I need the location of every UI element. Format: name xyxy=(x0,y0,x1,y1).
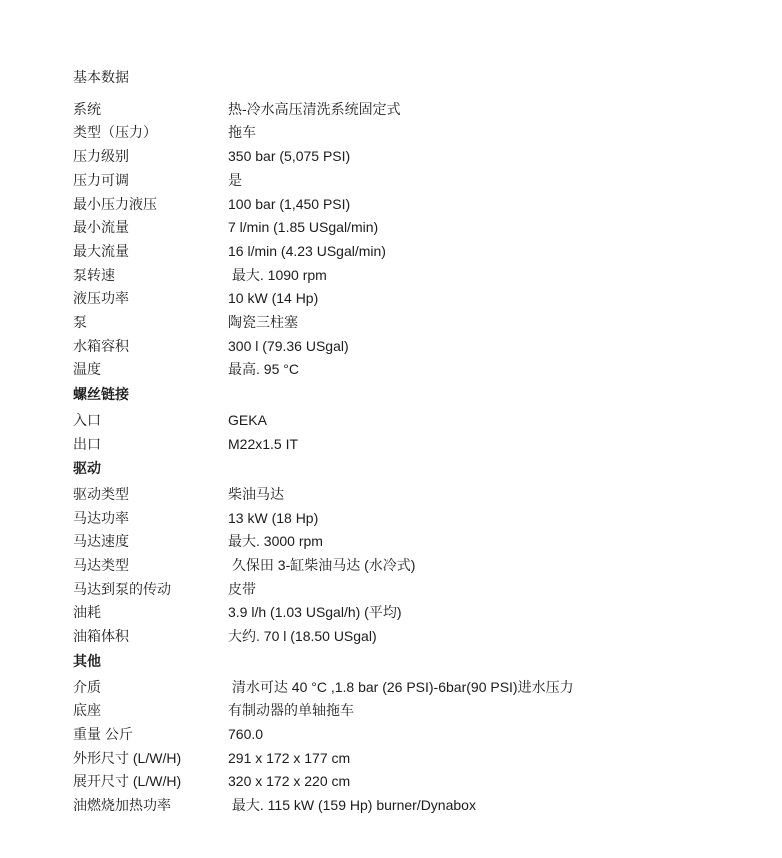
spec-row xyxy=(73,216,752,240)
spec-row xyxy=(73,699,752,723)
section-heading: 基本数据 xyxy=(73,69,129,85)
spec-value: 3.9 l/h (1.03 USgal/h) (平均) xyxy=(228,604,402,621)
spec-label: 介质 xyxy=(73,678,101,695)
spec-value: 最大. 115 kW (159 Hp) burner/Dynabox xyxy=(228,797,476,814)
spec-row xyxy=(73,530,752,554)
spec-label: 油燃烧加热功率 xyxy=(73,797,171,814)
spec-row xyxy=(73,747,752,771)
spec-label: 入口 xyxy=(73,411,101,428)
spec-label: 液压功率 xyxy=(73,290,129,307)
spec-row xyxy=(73,145,752,169)
spec-label: 压力级别 xyxy=(73,148,129,165)
spec-label: 水箱容积 xyxy=(73,337,129,354)
spec-row xyxy=(73,483,752,507)
spec-label: 泵转速 xyxy=(73,266,115,283)
spec-value: GEKA xyxy=(228,411,267,428)
spec-row xyxy=(73,433,752,457)
spec-value: 320 x 172 x 220 cm xyxy=(228,773,351,790)
spec-label: 展开尺寸 (L/W/H) xyxy=(73,773,182,790)
spec-row xyxy=(73,358,752,382)
spec-row xyxy=(73,794,752,818)
spec-value: 最大. 3000 rpm xyxy=(228,533,323,550)
spec-row xyxy=(73,554,752,578)
spec-row xyxy=(73,193,752,217)
spec-value: 柴油马达 xyxy=(228,485,284,502)
spec-label: 驱动类型 xyxy=(73,485,129,502)
spec-row xyxy=(73,335,752,359)
spec-value: 760.0 xyxy=(228,725,264,742)
spec-value: 300 l (79.36 USgal) xyxy=(228,337,349,354)
spec-value: 7 l/min (1.85 USgal/min) xyxy=(228,219,379,236)
spec-value: 久保田 3-缸柴油马达 (水冷式) xyxy=(228,557,416,574)
spec-label: 泵 xyxy=(73,314,87,331)
spec-label: 马达到泵的传动 xyxy=(73,580,171,597)
spec-label: 重量 公斤 xyxy=(73,725,133,742)
spec-label: 最小压力液压 xyxy=(73,195,157,212)
section-heading: 其他 xyxy=(73,652,101,669)
spec-row xyxy=(73,676,752,700)
spec-label: 油耗 xyxy=(73,604,101,621)
spec-label: 温度 xyxy=(73,361,101,378)
spec-row xyxy=(73,287,752,311)
spec-row xyxy=(73,625,752,649)
spec-value: 291 x 172 x 177 cm xyxy=(228,749,351,766)
spec-value: 最高. 95 °C xyxy=(228,361,299,378)
spec-row xyxy=(73,601,752,625)
spec-label: 油箱体积 xyxy=(73,628,129,645)
spec-value: 皮带 xyxy=(228,580,256,597)
spec-value: 最大. 1090 rpm xyxy=(228,266,327,283)
spec-value: M22x1.5 IT xyxy=(228,435,299,452)
spec-label: 出口 xyxy=(73,435,101,452)
spec-row xyxy=(73,311,752,335)
spec-label: 马达类型 xyxy=(73,557,129,574)
spec-value: 热-冷水高压清洗系统固定式 xyxy=(228,100,401,117)
spec-row xyxy=(73,98,752,122)
spec-value: 10 kW (14 Hp) xyxy=(228,290,319,307)
spec-value: 100 bar (1,450 PSI) xyxy=(228,195,351,212)
spec-label: 压力可调 xyxy=(73,171,129,188)
spec-row xyxy=(73,409,752,433)
spec-row xyxy=(73,578,752,602)
spec-label: 马达功率 xyxy=(73,509,129,526)
spec-value: 350 bar (5,075 PSI) xyxy=(228,148,351,165)
spec-value: 陶瓷三柱塞 xyxy=(228,314,298,331)
spec-label: 底座 xyxy=(73,702,101,719)
spec-row xyxy=(73,723,752,747)
spec-value: 是 xyxy=(228,171,242,188)
spec-label: 外形尺寸 (L/W/H) xyxy=(73,749,182,766)
spec-label: 系统 xyxy=(73,100,101,117)
section-heading: 驱动 xyxy=(73,460,101,477)
spec-value: 拖车 xyxy=(228,124,256,141)
spec-label: 最小流量 xyxy=(73,219,129,236)
spec-value: 16 l/min (4.23 USgal/min) xyxy=(228,242,386,259)
spec-row xyxy=(73,507,752,531)
spec-value: 有制动器的单轴拖车 xyxy=(228,702,354,719)
spec-value: 大约. 70 l (18.50 USgal) xyxy=(228,628,377,645)
spec-value: 清水可达 40 °C ,1.8 bar (26 PSI)-6bar(90 PSI)进水压力 xyxy=(228,678,574,695)
spec-row xyxy=(73,240,752,264)
spec-row xyxy=(73,121,752,145)
spec-row xyxy=(73,169,752,193)
spec-label: 马达速度 xyxy=(73,533,129,550)
spec-label: 类型（压力） xyxy=(73,124,157,141)
spec-label: 最大流量 xyxy=(73,242,129,259)
section-heading: 螺丝链接 xyxy=(73,386,129,403)
spec-row xyxy=(73,264,752,288)
spec-row xyxy=(73,770,752,794)
spec-value: 13 kW (18 Hp) xyxy=(228,509,319,526)
